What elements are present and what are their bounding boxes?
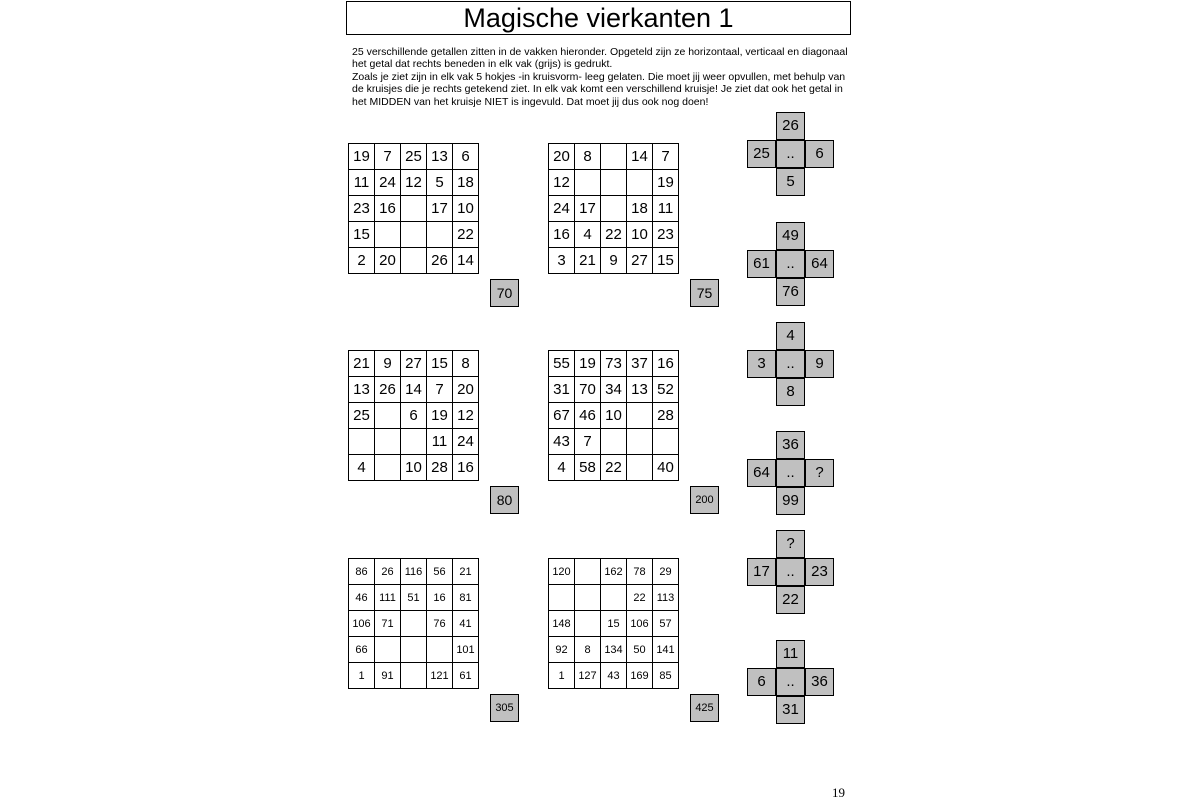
square-cell: 29 (653, 559, 679, 585)
cross-cell-left: 3 (747, 350, 776, 378)
cross-cell-bottom: 76 (776, 278, 805, 306)
square-cell: 46 (575, 403, 601, 429)
square-cell: 20 (549, 144, 575, 170)
square-row (349, 351, 479, 377)
square-cell: 21 (349, 351, 375, 377)
square-row (349, 144, 479, 170)
cross-cell-right: 9 (805, 350, 834, 378)
square-cell: 113 (653, 585, 679, 611)
square-row (549, 611, 679, 637)
square-cell: 70 (575, 377, 601, 403)
square-cell: 6 (401, 403, 427, 429)
square-cell: 21 (575, 248, 601, 274)
cross-cell-top: 36 (776, 431, 805, 459)
cross-cell-left: 25 (747, 140, 776, 168)
square-cell: 26 (375, 559, 401, 585)
square-cell: 116 (401, 559, 427, 585)
cross-cell-right: 23 (805, 558, 834, 586)
cross-cell-top: ? (776, 530, 805, 558)
square-cell (575, 170, 601, 196)
square-cell: 23 (653, 222, 679, 248)
square-cell: 51 (401, 585, 427, 611)
cross-cell-left: 6 (747, 668, 776, 696)
cross-cell-center: .. (776, 140, 805, 168)
square-cell: 14 (627, 144, 653, 170)
square-cell: 9 (375, 351, 401, 377)
square-cell: 10 (401, 455, 427, 481)
square-row (349, 663, 479, 689)
square-cell: 20 (375, 248, 401, 274)
square-cell (601, 170, 627, 196)
square-cell: 71 (375, 611, 401, 637)
square-cell (375, 637, 401, 663)
square-cell: 2 (349, 248, 375, 274)
square-cell: 169 (627, 663, 653, 689)
square-cell (627, 455, 653, 481)
square-cell: 23 (349, 196, 375, 222)
square-cell: 31 (549, 377, 575, 403)
square-cell: 7 (575, 429, 601, 455)
square-cell (627, 170, 653, 196)
square-cell: 8 (575, 637, 601, 663)
square-cell: 55 (549, 351, 575, 377)
cross-cell-left: 64 (747, 459, 776, 487)
cross-cell-bottom: 8 (776, 378, 805, 406)
square-cell: 19 (575, 351, 601, 377)
square-row (549, 403, 679, 429)
square-cell: 26 (375, 377, 401, 403)
square-cell: 24 (549, 196, 575, 222)
square-cell: 15 (653, 248, 679, 274)
square-cell (375, 455, 401, 481)
square-cell: 73 (601, 351, 627, 377)
magic-square-1 (348, 143, 479, 274)
magic-square-4 (548, 350, 679, 481)
square-cell: 101 (453, 637, 479, 663)
cross-cell-bottom: 22 (776, 586, 805, 614)
cross-cell-top: 4 (776, 322, 805, 350)
square-cell: 41 (453, 611, 479, 637)
cross-cell-bottom: 31 (776, 696, 805, 724)
square-cell: 12 (549, 170, 575, 196)
square-row (349, 403, 479, 429)
square-cell: 76 (427, 611, 453, 637)
square-cell (401, 429, 427, 455)
square-cell: 27 (401, 351, 427, 377)
square-row (549, 455, 679, 481)
page-title: Magische vierkanten 1 (346, 1, 851, 35)
square-cell (653, 429, 679, 455)
square-row (349, 559, 479, 585)
square-cell: 111 (375, 585, 401, 611)
square-cell: 17 (427, 196, 453, 222)
square-cell: 22 (627, 585, 653, 611)
instructions-line-2: Zoals je ziet zijn in elk vak 5 hokjes -in kruisvorm- leeg gelaten. Die moet jij weer opvullen, met behulp van de kruisjes die je rechts getekend ziet. In elk vak komt een verschillend kruisje! Je ziet dat ook het getal in het MIDDEN van het kruisje NIET is ingevuld. Dat moet jij dus ook nog doen! (352, 70, 846, 108)
square-cell: 58 (575, 455, 601, 481)
square-cell (401, 196, 427, 222)
square-cell: 4 (549, 455, 575, 481)
page-number: 19 (832, 785, 845, 800)
square-cell: 19 (653, 170, 679, 196)
square-cell: 17 (575, 196, 601, 222)
square-cell: 13 (349, 377, 375, 403)
square-cell (375, 403, 401, 429)
square-cell: 24 (375, 170, 401, 196)
square-row (349, 585, 479, 611)
square-cell (627, 429, 653, 455)
square-cell: 10 (601, 403, 627, 429)
square-cell: 11 (349, 170, 375, 196)
square-cell: 13 (427, 144, 453, 170)
square-row (549, 248, 679, 274)
square-cell: 92 (549, 637, 575, 663)
square-row (349, 170, 479, 196)
square-cell (601, 196, 627, 222)
magic-square-5 (348, 558, 479, 689)
square-row (549, 429, 679, 455)
square-cell: 127 (575, 663, 601, 689)
square-cell: 3 (549, 248, 575, 274)
square-row (549, 585, 679, 611)
cross-cell-center: .. (776, 250, 805, 278)
square-cell: 11 (427, 429, 453, 455)
square-cell: 81 (453, 585, 479, 611)
square-row (549, 663, 679, 689)
cross-cell-center: .. (776, 558, 805, 586)
square-cell (575, 611, 601, 637)
square-cell: 14 (401, 377, 427, 403)
square-cell: 40 (653, 455, 679, 481)
square-cell (575, 585, 601, 611)
square-cell (349, 429, 375, 455)
square-cell: 11 (653, 196, 679, 222)
magic-sum-box: 425 (690, 694, 719, 722)
square-cell: 27 (627, 248, 653, 274)
square-cell: 1 (549, 663, 575, 689)
square-cell: 162 (601, 559, 627, 585)
square-row (549, 377, 679, 403)
square-row (349, 248, 479, 274)
square-cell: 78 (627, 559, 653, 585)
cross-cell-bottom: 5 (776, 168, 805, 196)
square-cell: 56 (427, 559, 453, 585)
cross-cell-right: 6 (805, 140, 834, 168)
square-cell: 16 (427, 585, 453, 611)
square-cell: 50 (627, 637, 653, 663)
square-cell: 19 (427, 403, 453, 429)
square-cell: 22 (601, 455, 627, 481)
cross-cell-center: .. (776, 459, 805, 487)
square-cell (401, 663, 427, 689)
square-cell: 12 (453, 403, 479, 429)
square-row (349, 377, 479, 403)
square-cell: 141 (653, 637, 679, 663)
square-cell: 12 (401, 170, 427, 196)
square-row (549, 222, 679, 248)
square-row (349, 637, 479, 663)
square-row (549, 170, 679, 196)
square-cell: 22 (601, 222, 627, 248)
square-cell: 19 (349, 144, 375, 170)
square-cell: 18 (627, 196, 653, 222)
square-cell: 134 (601, 637, 627, 663)
square-cell: 7 (427, 377, 453, 403)
square-cell: 15 (349, 222, 375, 248)
square-cell: 25 (401, 144, 427, 170)
square-cell: 7 (653, 144, 679, 170)
cross-cell-top: 26 (776, 112, 805, 140)
square-row (349, 429, 479, 455)
square-row (549, 351, 679, 377)
square-cell: 8 (453, 351, 479, 377)
cross-cell-left: 61 (747, 250, 776, 278)
cross-cell-center: .. (776, 668, 805, 696)
square-cell: 4 (575, 222, 601, 248)
square-cell: 106 (627, 611, 653, 637)
square-cell (427, 222, 453, 248)
square-cell (601, 429, 627, 455)
magic-square-2 (548, 143, 679, 274)
square-cell: 24 (453, 429, 479, 455)
square-row (349, 222, 479, 248)
square-cell: 15 (427, 351, 453, 377)
square-cell: 148 (549, 611, 575, 637)
square-cell: 43 (601, 663, 627, 689)
square-cell: 4 (349, 455, 375, 481)
square-cell: 52 (653, 377, 679, 403)
square-cell: 61 (453, 663, 479, 689)
magic-square-3 (348, 350, 479, 481)
square-cell: 121 (427, 663, 453, 689)
instructions-line-1: 25 verschillende getallen zitten in de vakken hieronder. Opgeteld zijn ze horizontaal, verticaal en diagonaal het getal dat rechts beneden in elk vak (grijs) is gedrukt. (352, 46, 848, 71)
square-cell: 85 (653, 663, 679, 689)
square-cell: 5 (427, 170, 453, 196)
square-cell: 16 (375, 196, 401, 222)
square-cell: 25 (349, 403, 375, 429)
magic-sum-box: 200 (690, 486, 719, 514)
square-cell (427, 637, 453, 663)
square-cell: 16 (653, 351, 679, 377)
square-cell: 67 (549, 403, 575, 429)
square-row (349, 196, 479, 222)
square-cell: 28 (653, 403, 679, 429)
square-cell: 37 (627, 351, 653, 377)
square-cell (601, 144, 627, 170)
square-cell: 9 (601, 248, 627, 274)
cross-cell-center: .. (776, 350, 805, 378)
square-cell: 6 (453, 144, 479, 170)
square-row (549, 144, 679, 170)
square-cell: 106 (349, 611, 375, 637)
square-cell (601, 585, 627, 611)
square-cell: 10 (627, 222, 653, 248)
square-cell: 22 (453, 222, 479, 248)
cross-cell-left: 17 (747, 558, 776, 586)
square-cell (401, 611, 427, 637)
square-cell: 16 (453, 455, 479, 481)
square-cell: 21 (453, 559, 479, 585)
square-cell: 16 (549, 222, 575, 248)
square-cell (401, 222, 427, 248)
square-cell (401, 248, 427, 274)
square-cell: 1 (349, 663, 375, 689)
cross-cell-top: 11 (776, 640, 805, 668)
cross-cell-bottom: 99 (776, 487, 805, 515)
square-cell: 57 (653, 611, 679, 637)
square-cell: 20 (453, 377, 479, 403)
square-cell (575, 559, 601, 585)
square-cell (549, 585, 575, 611)
square-cell: 28 (427, 455, 453, 481)
cross-cell-top: 49 (776, 222, 805, 250)
magic-sum-box: 70 (490, 279, 519, 307)
square-cell: 18 (453, 170, 479, 196)
magic-sum-box: 305 (490, 694, 519, 722)
square-cell: 8 (575, 144, 601, 170)
square-cell: 120 (549, 559, 575, 585)
square-row (349, 611, 479, 637)
square-cell (375, 429, 401, 455)
square-cell: 46 (349, 585, 375, 611)
square-row (549, 559, 679, 585)
square-row (549, 196, 679, 222)
square-cell: 43 (549, 429, 575, 455)
square-cell: 66 (349, 637, 375, 663)
square-cell: 7 (375, 144, 401, 170)
square-cell (627, 403, 653, 429)
magic-sum-box: 80 (490, 486, 519, 514)
square-cell (375, 222, 401, 248)
square-cell: 10 (453, 196, 479, 222)
square-cell: 13 (627, 377, 653, 403)
square-cell: 15 (601, 611, 627, 637)
square-row (549, 637, 679, 663)
square-cell: 91 (375, 663, 401, 689)
magic-sum-box: 75 (690, 279, 719, 307)
square-cell (401, 637, 427, 663)
magic-square-6 (548, 558, 679, 689)
cross-cell-right: 36 (805, 668, 834, 696)
cross-cell-right: ? (805, 459, 834, 487)
square-row (349, 455, 479, 481)
cross-cell-right: 64 (805, 250, 834, 278)
instructions (352, 46, 852, 108)
square-cell: 26 (427, 248, 453, 274)
square-cell: 34 (601, 377, 627, 403)
square-cell: 86 (349, 559, 375, 585)
square-cell: 14 (453, 248, 479, 274)
